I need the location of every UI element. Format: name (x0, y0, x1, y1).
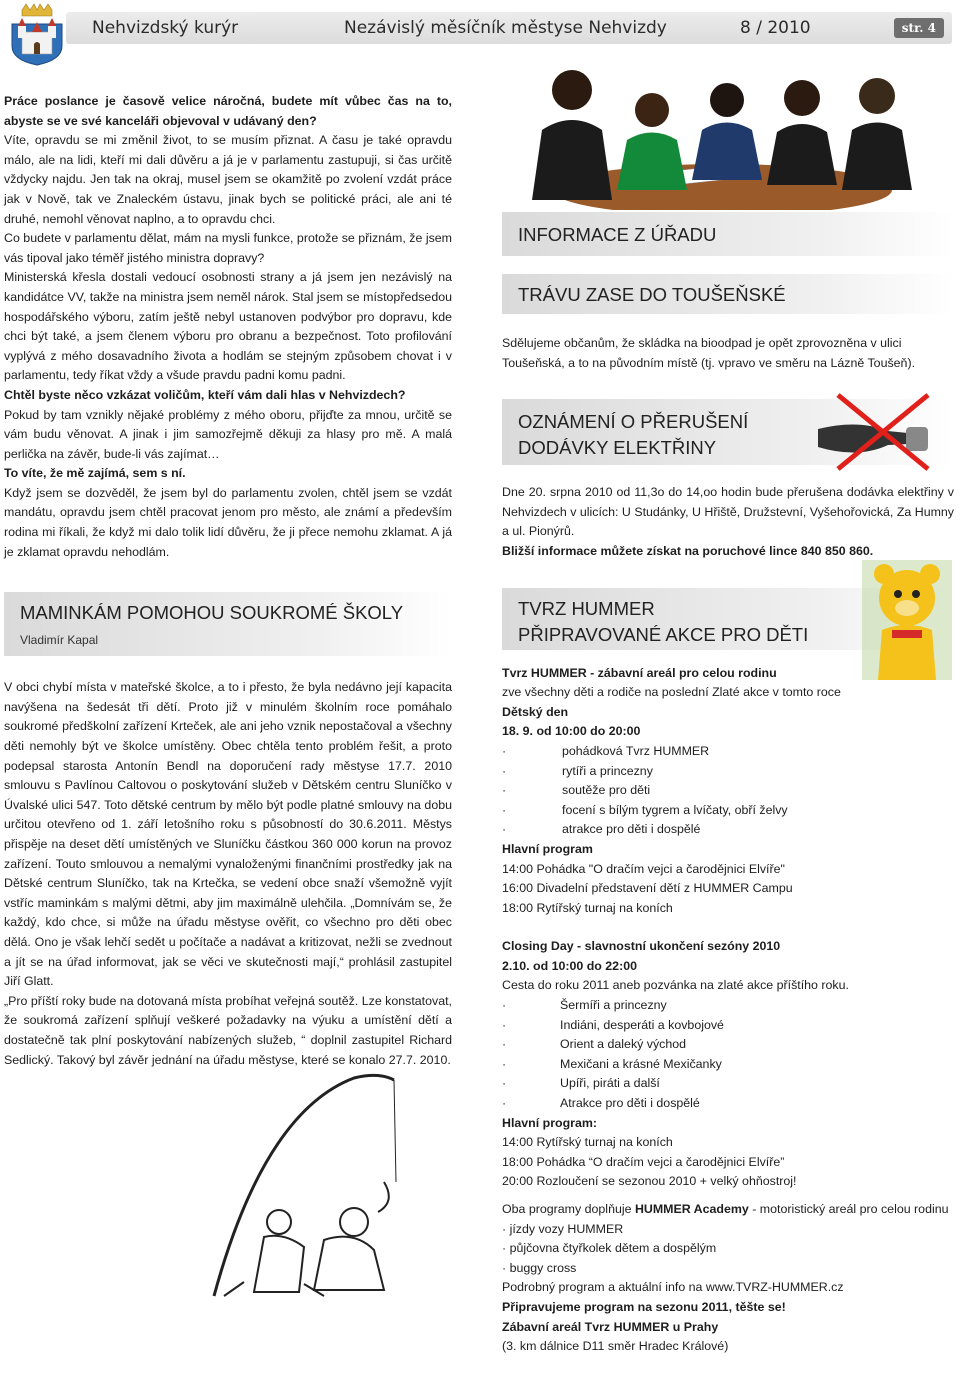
page-header (0, 0, 960, 60)
season-2011-note: Připravujeme program na sezonu 2011, těšte se! (502, 1299, 786, 1314)
answer-1: Víte, opravdu se mi změnil život, to se musím přiznat. A času je také opravdu málo, ale na lidi, kteří mi dali důvěru a já je v parlamentu zastupuji, si čas určitě vždycky najdu. Jen tak na okraj, musel jsem se okamžitě po zvolení vzdát práce jak v Nově, tak ve Znaleckém ústavu, jinak bych se politické práci, ale ani té druhé, nemohl věnovat naplno, a to opravdu chci. (4, 133, 452, 226)
power-text: Dne 20. srpna 2010 od 11,3o do 14,oo hodin bude přerušena dodávka elektřiny v Nehvizdech v ulicích: U Studánky, U Hřiště, Družstevní, Vyšehořovická, Za Humny a ul. Pionýrů. (502, 485, 954, 539)
newspaper-title: Nehvizdský kurýr (92, 18, 239, 38)
power-hotline: Bližší informace můžete získat na poruchové lince 840 850 860. (502, 543, 874, 558)
section-header-maminkam (4, 592, 452, 656)
childrens-day-date: 18. 9. od 10:00 do 20:00 (502, 724, 641, 739)
header-bar (66, 12, 952, 44)
main-program-heading-2: Hlavní program: (502, 1115, 598, 1130)
closing-day-text: Cesta do roku 2011 aneb pozvánka na zlaté akce příštího roku. (502, 978, 849, 993)
answer-2: Ministerská křesla dostali vedoucí osobnosti strany a já jsem jen nezávislý na kandidátce VV, takže na ministra jsem neměl nárok. Stal jsem se místopředsedou hospodářského výboru, zatím ještě nebyl ustanoven podvýbor pro dopravu, kde chci být také, a jsem členem výboru pro obranu a bezpečnost. Toto profilování vyplývá z mého dosavadního života a hodlám se stejným způsobem chovat i v parlamentu, tedy říkat vždy a všude pravdu padni komu padni. (4, 270, 452, 383)
website-info: Podrobný program a aktuální info na www.TVRZ-HUMMER.cz (502, 1280, 844, 1295)
list-item: · Indiáni, desperáti a kovbojové (502, 1017, 724, 1032)
question-2: Co budete v parlamentu dělat, mám na mysli funkce, protože se přiznám, že jsem vás tipoval jako téměř jistého ministra dopravy? (4, 231, 452, 265)
main-program-heading: Hlavní program (502, 841, 593, 856)
question-1: Práce poslance je časově velice náročná, budete mít vůbec čas na to, abyste se ve své kanceláři objevoval v udávaný den? (4, 94, 452, 128)
childrens-day-heading: Dětský den (502, 704, 569, 719)
yellow-bear-mascot-image (862, 560, 952, 680)
list-item: · atrakce pro děti i dospělé (502, 822, 701, 837)
program-line: 18:00 Pohádka “O dračím vejci a čarodějnici Elvíře” (502, 1154, 785, 1169)
section-header-hummer (502, 588, 954, 650)
list-item: · Orient a daleký východ (502, 1037, 687, 1052)
grass-text: Sdělujeme občanům, že skládka na bioodpad je opět zprovozněna v ulici Toušeňská, a to na původním místě (tj. vpravo ve směru na Lázně Toušeň). (502, 336, 916, 370)
list-item: · pohádková Tvrz HUMMER (502, 743, 710, 758)
program-line: 14:00 Pohádka "O dračím vejci a čarodějnici Elvíře" (502, 861, 785, 876)
hummer-title-line-2: PŘIPRAVOVANÉ AKCE PRO DĚTI (518, 623, 809, 645)
answer-4: Když jsem se dozvěděl, že jsem byl do parlamentu zvolen, chtěl jsem se vzdát mandátu, opravdu jsem chtěl pracovat jenom pro město, ale známí a především rodina mi říkali, že když mi dalo tolik lidí důvěru, že ji přece nemohu zklamat. A já je zklamat opravdu nehodlám. (4, 485, 452, 559)
academy-item: · buggy cross (502, 1260, 577, 1275)
hummer-intro: zve všechny děti a rodiče na poslední Zlaté akce v tomto roce (502, 685, 841, 700)
right-column (502, 60, 954, 1357)
list-item: · Šermíři a princezny (502, 998, 667, 1013)
section-header-grass (502, 274, 954, 314)
question-3: Chtěl byste něco vzkázat voličům, kteří vám dali hlas v Nehvizdech? (4, 387, 406, 402)
section-header-power (502, 399, 954, 465)
section-header-info (502, 212, 954, 256)
list-item: · Atrakce pro děti i dospělé (502, 1096, 700, 1111)
list-item: · soutěže pro děti (502, 783, 651, 798)
list-item: · Upíři, piráti a další (502, 1076, 660, 1091)
list-item: · rytíři a princezny (502, 763, 653, 778)
hummer-title-line-1: TVRZ HUMMER (518, 597, 655, 619)
list-item: · Mexičani a krásné Mexičanky (502, 1056, 722, 1071)
hummer-intro-heading: Tvrz HUMMER - zábavní areál pro celou rodinu (502, 665, 777, 680)
town-crest-logo (8, 2, 66, 66)
closing-day-date: 2.10. od 10:00 do 22:00 (502, 958, 637, 973)
newspaper-subtitle: Nezávislý měsíčník městyse Nehvizdy (344, 18, 667, 38)
program-line: 16:00 Divadelní představení dětí z HUMMER Campu (502, 881, 793, 896)
grass-title: TRÁVU ZASE DO TOUŠEŇSKÉ (518, 284, 786, 305)
power-title-line-2: DODÁVKY ELEKTŘINY (518, 437, 717, 459)
closing-day-heading: Closing Day - slavnostní ukončení sezóny 2010 (502, 939, 781, 954)
power-plug-crossed-image (818, 389, 948, 473)
academy-text: Oba programy doplňuje HUMMER Academy - motoristický areál pro celou rodinu (502, 1202, 949, 1216)
list-item: · focení s bílým tygrem a lvíčaty, obří želvy (502, 802, 788, 817)
section-author: Vladimír Kapal (20, 633, 99, 648)
academy-item: · půjčovna čtyřkolek dětem a dospělým (502, 1241, 717, 1256)
article-paragraph-1: V obci chybí místa v mateřské školce, a to i přesto, že byla nedávno její kapacita navýšena na šedesát tři dětí. Proto již v minulém školním roce pomáhalo soukromé předškolní zařízení Krteček, ale ani jeho vznik nepostačoval a všechny děti nemohly být ve školce umístěny. Obec chtěla tento problém řešit, a proto podepsal starosta Antonín Bendl na doporučení rady městyse 17.7. 2010 smlouvu s Pavlínou Caltovou o poskytování služeb v Dětském centru Sluníčko v Úvalské ulici 547. Toto dětské centrum by mělo být podle platné smlouvy na dobu určitou otevřeno od 1. září letošního roku s působností do 30.6.2011. Městys přispěje na deset dětí umístěných ve Sluníčku částkou 360 000 korun na provoz zařízení. Touto smlouvou a nemalými vynaloženými finančními prostředky jak na Dětské centrum Sluníčko, tak na Krtečka, se vedení obce snaží všemožně vyjít vstříc maminkám s malými dětmi, aby jim maximálně ulehčila. „Domnívám se, že každý, kdo chce, si může na úřadu městyse ověřit, co všechno pro děti obec dělá. Ono je však lehčí sedět u počítače a nadávat a kritizovat, nežli se zvednout a jít se na úřad informovat, jak se věci ve skutečnosti mají,“ prohlásil zastupitel Jiří Glatt. (4, 680, 452, 989)
left-column (4, 92, 452, 1302)
article-paragraph-2: „Pro příští roky bude na dotovaná místa probíhat veřejná soutěž. Lze konstatovat, že soukromá zařízení splňují veškeré požadavky na výuku a umístění dětí a dostatečně tak plní poskytování nabízených služeb, “ doplnil zastupitel Richard Sedlický. Takový byl závěr jednání na úřadu městyse, které se konalo 27.7. 2010. (4, 993, 452, 1067)
program-line: 20:00 Rozloučení se sezonou 2010 + velký ohňostroj! (502, 1174, 797, 1189)
question-4: To víte, že mě zajímá, sem s ní. (4, 466, 186, 481)
venue-name: Zábavní areál Tvrz HUMMER u Prahy (502, 1319, 719, 1334)
hummer-program (502, 664, 954, 1357)
program-line: 14:00 Rytířský turnaj na koních (502, 1135, 673, 1150)
issue-number: 8 / 2010 (740, 18, 811, 38)
page-number-badge: str. 4 (894, 18, 944, 38)
fishing-cartoon-illustration (204, 1072, 434, 1302)
answer-3: Pokud by tam vznikly nějaké problémy z mého oboru, přijďte za mnou, určitě se vám budu věnovat. A jinak i jim samozřejmě děkuji za hlasy pro mě. A malá perlička na závěr, bude-li vás zajímat… (4, 407, 452, 461)
meeting-illustration (502, 60, 942, 210)
venue-location: (3. km dálnice D11 směr Hradec Králové) (502, 1339, 729, 1354)
power-title-line-1: OZNÁMENÍ O PŘERUŠENÍ (518, 411, 749, 433)
academy-item: · jízdy vozy HUMMER (502, 1221, 624, 1236)
section-title: MAMINKÁM POMOHOU SOUKROMÉ ŠKOLY (20, 602, 404, 624)
program-line: 18:00 Rytířský turnaj na koních (502, 900, 673, 915)
info-title: INFORMACE Z ÚŘADU (518, 224, 717, 245)
